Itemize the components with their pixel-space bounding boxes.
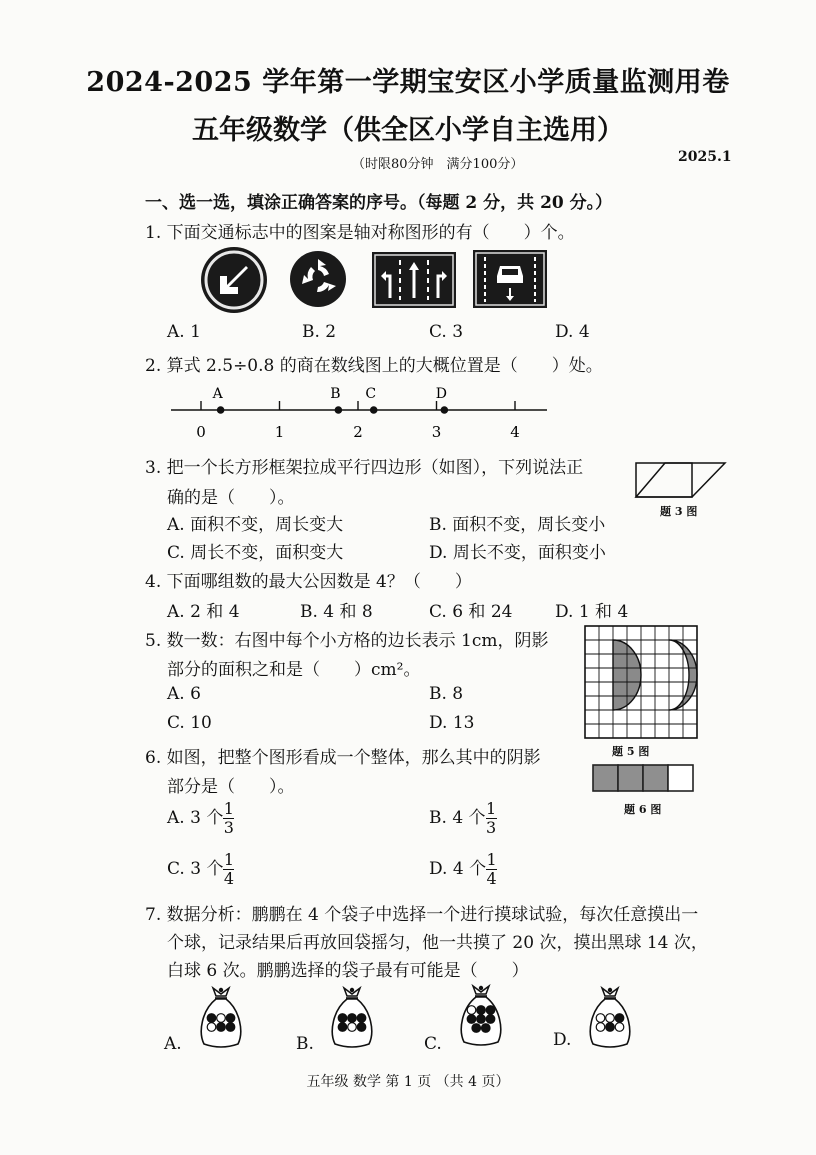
parallelogram-figure: [635, 462, 727, 500]
bag-c-icon[interactable]: [456, 982, 506, 1052]
lane-direction-sign-icon: [372, 252, 456, 308]
q5-option-a[interactable]: A. 6: [167, 684, 201, 704]
question-6-stem-line1: 6. 如图，把整个图形看成一个整体，那么其中的阴影: [145, 748, 541, 768]
fraction-denominator: 3: [223, 818, 234, 837]
fraction-numerator: 1: [223, 850, 235, 869]
q6-option-a-letter: A.: [167, 808, 185, 828]
q7-option-b[interactable]: B.: [296, 1034, 314, 1054]
q7-option-d[interactable]: D.: [553, 1030, 572, 1050]
q6-option-c-fraction: [223, 851, 234, 888]
number-line-point: [217, 406, 225, 414]
question-4-stem: 4. 下面哪组数的最大公因数是 4？（ ）: [145, 572, 472, 592]
q3-option-d[interactable]: D. 周长不变，面积变小: [429, 543, 606, 563]
number-line-tick-label: 1: [274, 423, 285, 441]
q6-option-a[interactable]: [167, 800, 234, 837]
question-7-line3: 白球 6 次。鹏鹏选择的袋子最有可能是（ ）: [167, 961, 529, 981]
q3-option-c[interactable]: C. 周长不变，面积变大: [167, 543, 344, 563]
number-line: [165, 378, 555, 442]
bag-d-icon[interactable]: [585, 984, 635, 1054]
number-line-tick-label: 2: [353, 423, 363, 441]
arrow-down-left-sign-icon: [200, 246, 268, 314]
q6-option-d-letter: D.: [429, 859, 448, 879]
question-7-line2: 个球，记录结果后再放回袋摇匀，他一共摸了 20 次，摸出黑球 14 次，: [167, 933, 708, 953]
fraction-denominator: 4: [223, 869, 235, 888]
q6-option-c-letter: C.: [167, 859, 185, 879]
q3-option-a[interactable]: A. 面积不变，周长变大: [167, 515, 344, 535]
number-line-point-label: C: [365, 386, 377, 402]
exam-subtitle: 五年级数学（供全区小学自主选用）: [192, 115, 624, 146]
square-grid-figure: [585, 626, 697, 738]
number-line-point: [335, 406, 343, 414]
number-line-tick-label: 3: [431, 423, 442, 441]
q7-option-c[interactable]: C.: [424, 1034, 442, 1054]
number-line-point-label: B: [330, 386, 341, 402]
fraction-denominator: 4: [486, 869, 497, 888]
q5-option-c[interactable]: C. 10: [167, 713, 212, 733]
question-5-stem-line1: 5. 数一数：右图中每个小方格的边长表示 1cm，阴影: [145, 631, 549, 651]
time-info: （时限80分钟 满分100分）: [352, 157, 524, 172]
bag-a-icon[interactable]: [196, 984, 246, 1054]
number-line-point: [370, 406, 378, 414]
fraction-numerator: 1: [486, 850, 497, 869]
q6-option-b[interactable]: [429, 800, 497, 837]
q4-option-c[interactable]: C. 6 和 24: [429, 602, 513, 622]
question-6-stem-line2: 部分是（ ）。: [167, 777, 295, 797]
number-line-point: [441, 406, 449, 414]
bag-b-icon[interactable]: [327, 984, 377, 1054]
number-line-point-label: A: [212, 386, 223, 402]
q6-option-d-count: 4 个: [452, 859, 487, 879]
car-lane-sign-icon: [473, 250, 547, 308]
q6-option-c[interactable]: [167, 851, 234, 888]
q5-option-d[interactable]: D. 13: [429, 713, 475, 733]
question-3-stem-line1: 3. 把一个长方形框架拉成平行四边形（如图），下列说法正: [145, 458, 584, 478]
question-2-stem: 2. 算式 2.5÷0.8 的商在数线图上的大概位置是（ ）处。: [145, 356, 603, 376]
q6-option-a-count: 3 个: [190, 808, 224, 828]
shaded-bar-figure: [592, 764, 694, 792]
question-7-line1: 7. 数据分析：鹏鹏在 4 个袋子中选择一个进行摸球试验，每次任意摸出一: [145, 905, 699, 925]
q1-option-b[interactable]: B. 2: [302, 322, 337, 342]
question-1-stem: 1. 下面交通标志中的图案是轴对称图形的有（ ）个。: [145, 223, 575, 243]
fraction-numerator: 1: [485, 799, 497, 818]
question-5-stem-line2: 部分的面积之和是（ ）cm²。: [167, 660, 421, 680]
fraction-denominator: 3: [485, 818, 497, 837]
q4-option-d[interactable]: D. 1 和 4: [555, 602, 629, 622]
number-line-tick-label: 0: [196, 423, 206, 441]
q4-option-b[interactable]: B. 4 和 8: [300, 602, 373, 622]
page-footer: 五年级 数学 第 1 页 （共 4 页）: [306, 1074, 510, 1090]
q6-option-b-letter: B.: [429, 808, 447, 828]
q6-option-c-count: 3 个: [190, 859, 224, 879]
fraction-numerator: 1: [223, 799, 234, 818]
q6-option-a-fraction: [223, 800, 234, 837]
q3-option-b[interactable]: B. 面积不变，周长变小: [429, 515, 606, 535]
q1-option-c[interactable]: C. 3: [429, 322, 464, 342]
q1-option-a[interactable]: A. 1: [167, 322, 201, 342]
q4-option-a[interactable]: A. 2 和 4: [167, 602, 240, 622]
section-heading: 一、选一选，填涂正确答案的序号。（每题 2 分，共 20 分。）: [145, 193, 613, 213]
q7-option-a[interactable]: A.: [164, 1034, 182, 1054]
q1-option-d[interactable]: D. 4: [555, 322, 590, 342]
question-3-stem-line2: 确的是（ ）。: [167, 488, 295, 508]
q6-option-d-fraction: [486, 851, 497, 888]
roundabout-sign-icon: [289, 250, 347, 308]
q6-option-d[interactable]: [429, 851, 497, 888]
q6-caption: 题 6 图: [624, 803, 662, 816]
exam-title: 2024-2025 学年第一学期宝安区小学质量监测用卷: [86, 67, 730, 98]
number-line-point-label: D: [435, 386, 447, 402]
q5-option-b[interactable]: B. 8: [429, 684, 464, 704]
q6-option-b-fraction: [486, 800, 497, 837]
q6-option-b-count: 4 个: [452, 808, 486, 828]
number-line-tick-label: 4: [510, 423, 520, 441]
q3-caption: 题 3 图: [660, 505, 698, 518]
q5-caption: 题 5 图: [612, 745, 650, 758]
exam-date: 2025.1: [678, 149, 732, 165]
